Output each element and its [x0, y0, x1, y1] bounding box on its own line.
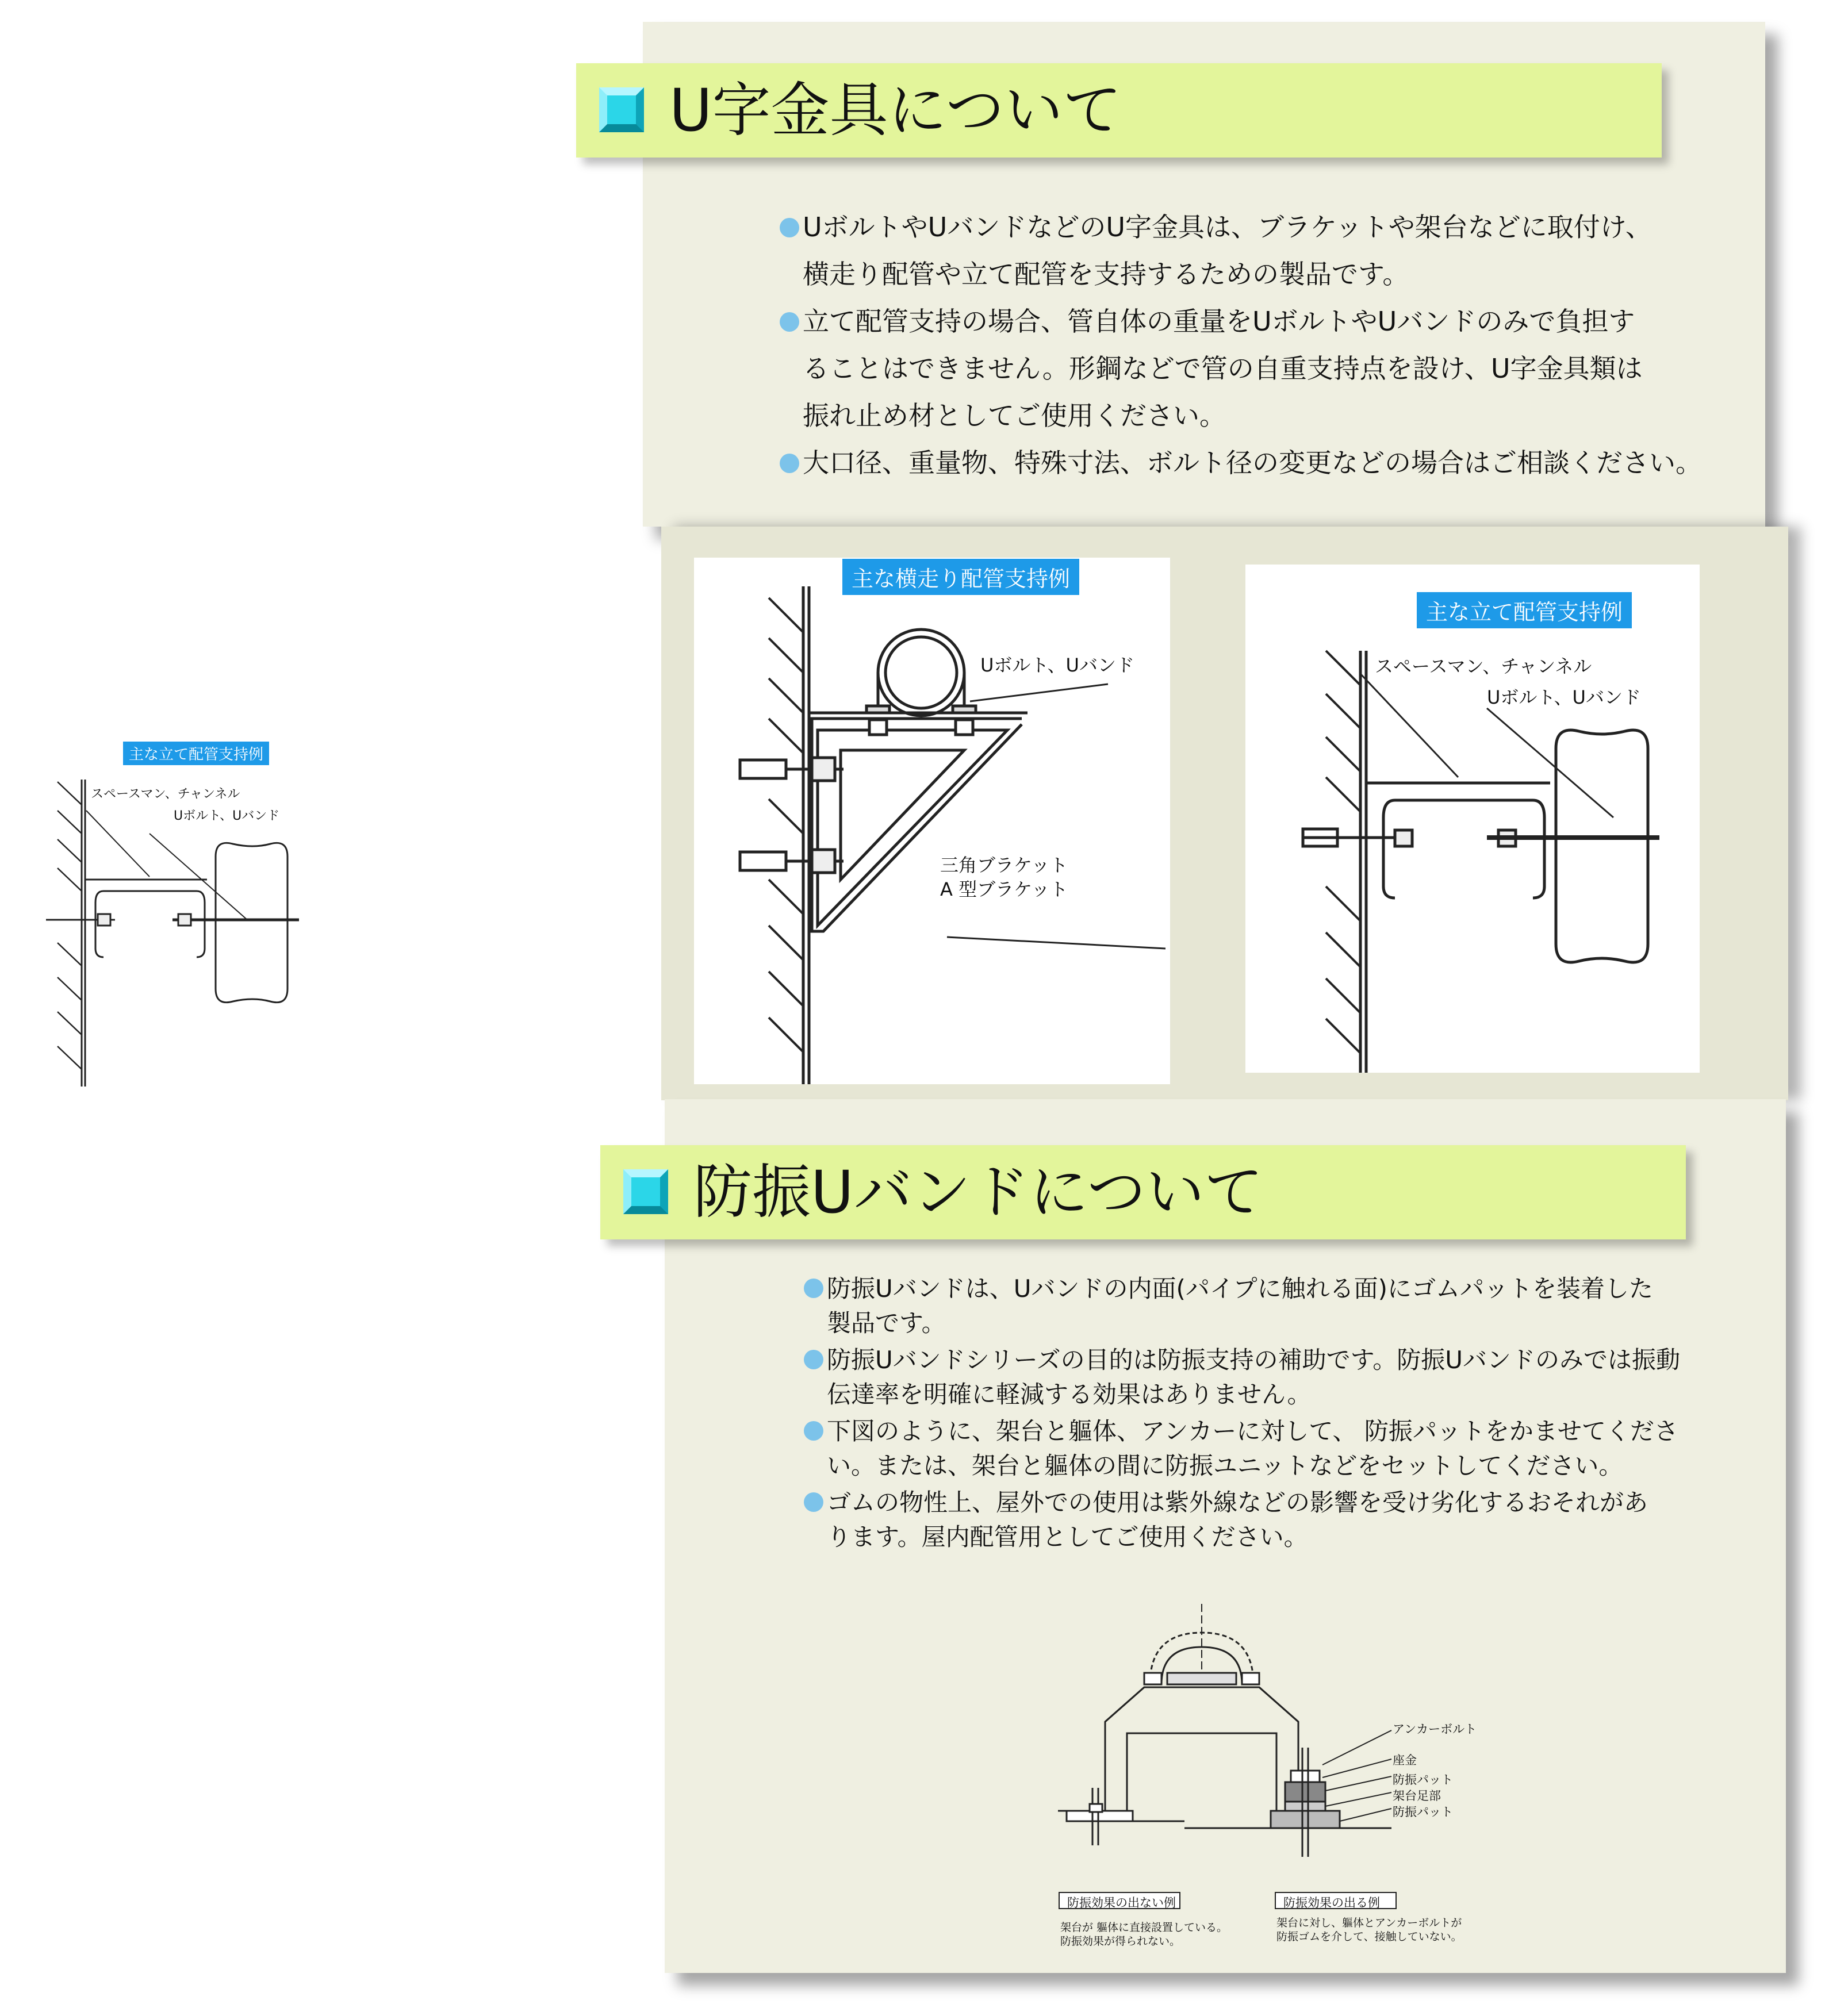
label-anchor-bolt: アンカーボルト	[1393, 1722, 1477, 1736]
label-vibration-pad-top: 防振パット	[1393, 1773, 1453, 1787]
list-item: 立て配管支持の場合、管自体の重量をUボルトやUバンドのみで負担す	[780, 298, 1723, 345]
list-item: 防振Uバンドシリーズの目的は防振支持の補助です。防振Uバンドのみでは振動	[804, 1343, 1770, 1377]
bullet-dot-icon	[780, 454, 799, 473]
bullet-dot-icon	[780, 218, 799, 237]
good-example-note-2: 防振ゴムを介して、接触していない。	[1276, 1930, 1462, 1943]
horizontal-piping-drawing	[694, 558, 1170, 1084]
section1-bullet-list	[780, 204, 1723, 486]
label-vibration-pad-bottom: 防振パット	[1393, 1805, 1453, 1819]
label-triangle-bracket: 三角ブラケット	[940, 854, 1068, 876]
label-ubolt: Uボルト、Uバンド	[174, 809, 280, 823]
figure-vertical-piping-small	[46, 736, 310, 1092]
section2-title: 防振Uバンドについて	[693, 1158, 1263, 1227]
list-item: 下図のように、架台と軀体、アンカーに対して、 防振パットをかませてくださ	[804, 1414, 1770, 1449]
list-item: 防振Uバンドは、Uバンドの内面(パイプに触れる面)にゴムパットを装着した	[804, 1272, 1770, 1306]
list-item-continuation: 製品です。	[827, 1309, 946, 1337]
bullet-dot-icon	[804, 1350, 823, 1369]
label-frame-foot: 架台足部	[1393, 1789, 1441, 1803]
label-ubolt: Uボルト、Uバンド	[1487, 686, 1641, 708]
list-item-continuation: ります。屋内配管用としてご使用ください。	[827, 1523, 1308, 1551]
figure-vertical-piping	[1245, 565, 1700, 1073]
section1-banner	[576, 63, 1662, 158]
bad-example-note-2: 防振効果が得られない。	[1060, 1935, 1181, 1948]
list-item-continuation: い。または、架台と軀体の間に防振ユニットなどをセットしてください。	[827, 1452, 1623, 1480]
label-channel: スペースマン、チャンネル	[1375, 655, 1592, 677]
square-bullet-icon	[599, 87, 644, 132]
figure-horizontal-piping	[694, 558, 1170, 1084]
list-item-continuation: 横走り配管や立て配管を支持するための製品です。	[803, 259, 1409, 290]
good-example-title: 防振効果の出る例	[1283, 1896, 1380, 1910]
bullet-dot-icon	[804, 1279, 823, 1298]
vertical-piping-drawing	[1245, 565, 1700, 1073]
list-item: UボルトやUバンドなどのU字金具は、ブラケットや架台などに取付け、	[780, 204, 1723, 251]
bullet-dot-icon	[804, 1492, 823, 1512]
label-channel: スペースマン、チャンネル	[91, 787, 240, 801]
bad-example-note-1: 架台が 軀体に直接設置している。	[1060, 1921, 1228, 1934]
horizontal-figure-caption: 主な横走り配管支持例	[842, 559, 1079, 595]
bullet-dot-icon	[804, 1421, 823, 1441]
section2-bullet-list	[804, 1272, 1770, 1554]
list-item-continuation: ることはできません。形鋼などで管の自重支持点を設け、U字金具類は	[803, 353, 1643, 384]
list-item-continuation: 振れ止め材としてご使用ください。	[803, 400, 1226, 431]
list-item-continuation: 伝達率を明確に軽減する効果はありません。	[827, 1380, 1312, 1408]
label-a-bracket: A 型ブラケット	[940, 878, 1068, 900]
good-example-note-1: 架台に対し、軀体とアンカーボルトが	[1276, 1917, 1462, 1929]
bullet-dot-icon	[780, 312, 799, 332]
section1-title: U字金具について	[669, 76, 1122, 145]
bad-example-title: 防振効果の出ない例	[1067, 1896, 1176, 1910]
section2-banner	[600, 1145, 1686, 1239]
list-item: 大口径、重量物、特殊寸法、ボルト径の変更などの場合はご相談ください。	[780, 439, 1723, 486]
square-bullet-icon	[623, 1169, 668, 1214]
figure-vibration-isolation	[1058, 1592, 1518, 1960]
vertical-figure-caption: 主な立て配管支持例	[1417, 592, 1632, 628]
small-figure-caption: 主な立て配管支持例	[123, 742, 269, 765]
label-washer: 座金	[1393, 1753, 1417, 1767]
label-ubolt: Uボルト、Uバンド	[980, 654, 1134, 676]
list-item: ゴムの物性上、屋外での使用は紫外線などの影響を受け劣化するおそれがあ	[804, 1485, 1770, 1520]
